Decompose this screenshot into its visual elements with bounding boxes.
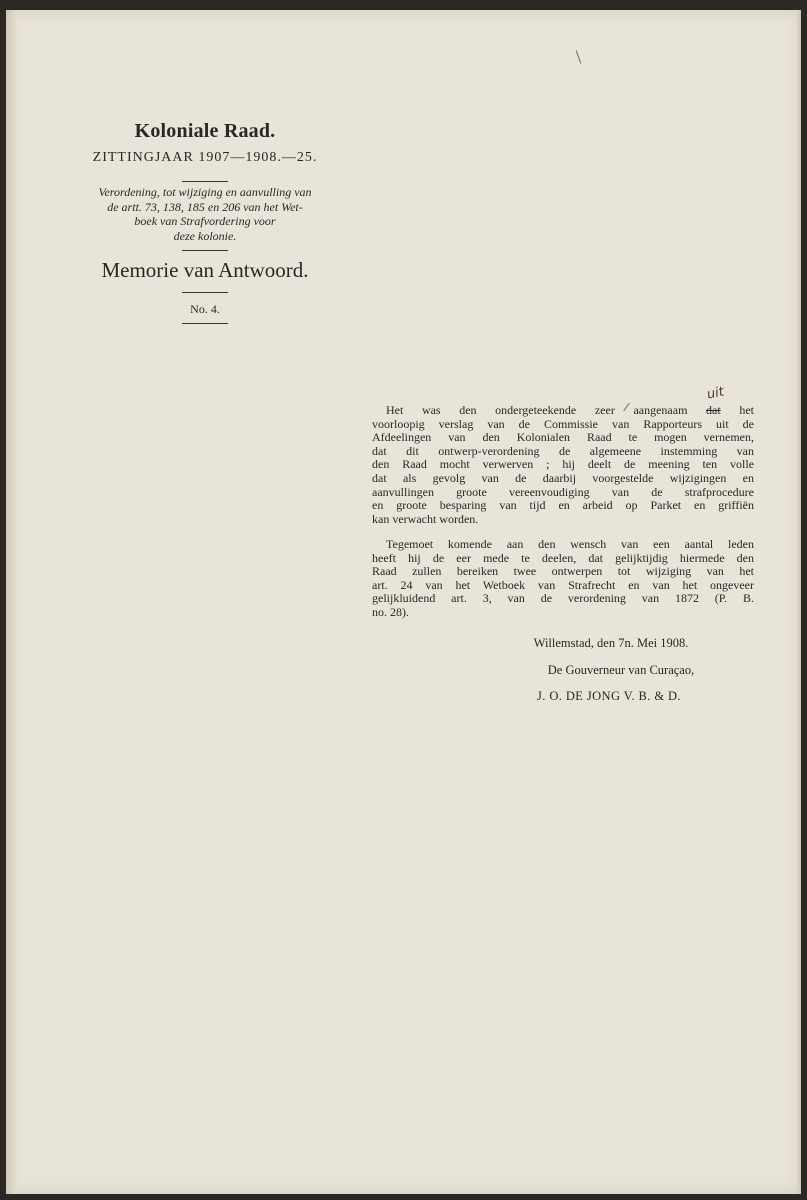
text-line: aanvullingen groote vereenvoudiging van de strafprocedure	[372, 484, 754, 499]
text-line: dat als gevolg van de daarbij voorgestelde wijzigingen en	[372, 470, 754, 485]
text-line: voorloopig verslag van de Commissie van Rapporteurs uit de	[372, 416, 754, 431]
divider-rule	[182, 250, 228, 251]
subject-line: Verordening, tot wijziging en aanvulling van	[98, 185, 312, 199]
text-fragment: het	[739, 403, 755, 417]
handwritten-correction: uit	[705, 384, 726, 403]
text-line: Afdeelingen van den Kolonialen Raad te mogen vernemen,	[372, 430, 754, 445]
session-year: ZITTINGJAAR 1907—1908.—25.	[92, 150, 318, 165]
binding-edge	[6, 10, 16, 1194]
divider-rule	[182, 292, 228, 293]
text-line: dat dit ontwerp-verordening de algemeene instemming van	[372, 443, 754, 458]
ink-speck	[576, 50, 582, 63]
subject-line: deze kolonie.	[173, 228, 237, 243]
text-line: art. 24 van het Wetboek van Strafrecht en van het ongeveer	[372, 577, 754, 592]
text-line: no. 28).	[372, 604, 409, 619]
divider-rule	[182, 181, 228, 182]
place-date: Willemstad, den 7n. Mei 1908.	[533, 636, 689, 650]
text-line: gelijkluidend art. 3, van de verordening van 1872 (P. B.	[372, 591, 754, 606]
divider-rule	[182, 323, 228, 324]
signatory-name: J. O. DE JONG V. B. & D.	[537, 689, 681, 703]
document-number: No. 4.	[190, 302, 220, 316]
page-edge	[797, 10, 801, 1194]
council-title: Koloniale Raad.	[134, 120, 276, 142]
text-line: en groote besparing van tijd en arbeid op Parket en griffiën	[372, 498, 754, 513]
text-line: heeft hij de eer mede te deelen, dat gelijktijdig hiermede den	[372, 550, 754, 565]
subject-line: boek van Strafvordering voor	[134, 214, 276, 228]
text-line: Raad zullen bereiken twee ontwerpen tot wijziging van het	[372, 564, 754, 579]
struck-word: dat	[706, 403, 721, 417]
text-line: kan verwacht worden.	[372, 511, 479, 526]
text-line: Tegemoet komende aan den wensch van een aantal leden	[386, 537, 754, 551]
ordinance-subject	[58, 185, 352, 243]
text-fragment: Het was den ondergeteekende zeer aangenaam	[386, 403, 688, 417]
document-heading: Memorie van Antwoord.	[101, 258, 309, 282]
paragraph-reply	[372, 404, 754, 526]
text-line: den Raad mocht verwerven ; hij deelt de meening ten volle	[372, 457, 754, 472]
paragraph-drafts	[372, 538, 754, 620]
governor-title: De Gouverneur van Curaçao,	[547, 663, 695, 677]
subject-line: de artt. 73, 138, 185 en 206 van het Wet-	[107, 199, 303, 214]
text-line	[372, 404, 754, 418]
